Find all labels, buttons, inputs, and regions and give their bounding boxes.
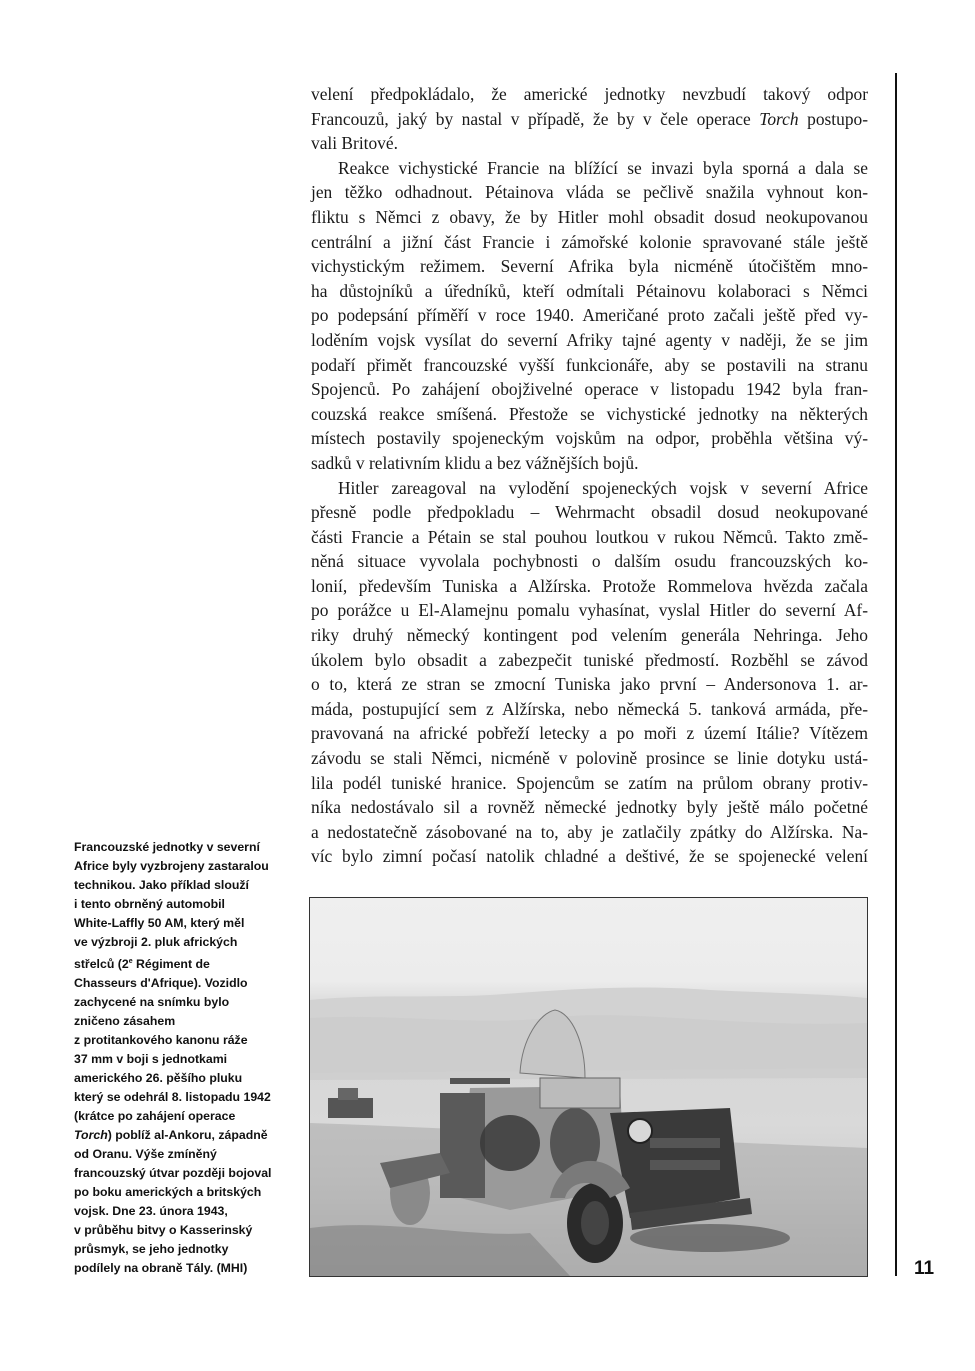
caption-line: amerického 26. pěšího pluku — [74, 1071, 243, 1085]
text-line: velení předpokládalo, že americké jednotky nevzbudí takový odpor — [311, 84, 868, 104]
text-line: víc bylo zimní počasí natolik chladné a deštivé, že se spojenecké velení — [311, 846, 868, 867]
armored-car-illustration — [310, 898, 867, 1276]
photo-armored-car — [309, 897, 868, 1277]
text-line: přesně podle předpokladu – Wehrmacht obsadil dosud neokupované — [311, 502, 868, 523]
body-text-column — [311, 82, 868, 869]
text-line: závodu se stali Němci, nicméně v polovině prosince se linie dotyku ustá- — [311, 748, 868, 769]
text-line: jen těžko odhadnout. Pétainova vláda se pečlivě snažila vyhnout kon- — [311, 182, 868, 203]
text-line: po podepsání příměří v roce 1940. Američané proto začali ještě před vy- — [311, 305, 868, 326]
caption-line: podílely na obraně Tály. (MHI) — [74, 1261, 248, 1275]
caption-line: ve výzbroji 2. pluk afrických — [74, 935, 238, 949]
text-line: a nedostatečně zásobované na to, aby je zatlačily zpátky do Alžírska. Na- — [311, 821, 868, 842]
caption-line: vojsk. Dne 23. února 1943, — [74, 1204, 228, 1218]
caption-line: průsmyk, se jeho jednotky — [74, 1242, 229, 1256]
text-line: podaří přimět francouzské vyšší funkcionáře, aby se postavili na stranu — [311, 354, 868, 375]
caption-line: technikou. Jako příklad slouží — [74, 878, 249, 892]
body-paragraph — [311, 156, 868, 476]
text-line: o to, která ze stran se zmocní Tuniska jako první – Andersonova 1. ar- — [311, 674, 868, 695]
caption-line: Torch) poblíž al-Ankoru, západně — [74, 1128, 268, 1142]
caption-line: (krátce po zahájení operace — [74, 1109, 236, 1123]
caption-line: francouzský útvar později bojoval — [74, 1166, 272, 1180]
text-line: couzská reakce smíšená. Přestože se vichystické jednotky na některých — [311, 403, 868, 424]
caption-line: z protitankového kanonu ráže — [74, 1033, 248, 1047]
text-line: vali Britové. — [311, 133, 398, 154]
text-line: sadků v relativním klidu a bez vážnějších bojů. — [311, 452, 639, 473]
caption-line: i tento obrněný automobil — [74, 897, 225, 911]
caption-line: od Oranu. Výše zmíněný — [74, 1147, 217, 1161]
page-number: 11 — [914, 1258, 935, 1279]
caption-line: zachycené na snímku bylo — [74, 995, 230, 1009]
text-line: Spojenců. Po zahájení obojživelné operace v listopadu 1942 byla fran- — [311, 379, 868, 400]
caption-line: který se odehrál 8. listopadu 1942 — [74, 1090, 271, 1104]
photo-caption — [74, 838, 294, 1278]
text-line: Hitler zareagoval na vylodění spojeneckých vojsk v severní Africe — [338, 477, 868, 498]
caption-line: zničeno zásahem — [74, 1014, 176, 1028]
caption-line: Africe byly vyzbrojeny zastaralou — [74, 859, 269, 873]
caption-line: White-Laffly 50 AM, který měl — [74, 916, 245, 930]
caption-line: střelců (2e Régiment de — [74, 957, 210, 971]
text-line: centrální a jižní část Francie i zámořské kolonie spravované stále ještě — [311, 231, 868, 252]
text-line: ha důstojníků a úředníků, kteří odmítali Pétainovu kolaboraci s Němci — [311, 280, 868, 301]
text-line: vichystickým režimem. Severní Afrika byla nicméně útočištěm mno- — [311, 256, 868, 277]
text-line: níka nedostávalo sil a rovněž německé jednotky byly ještě málo početné — [311, 797, 868, 818]
caption-line: Chasseurs d'Afrique). Vozidlo — [74, 976, 248, 990]
text-line: riky druhý německý kontingent pod velením generála Nehringa. Jeho — [311, 625, 868, 646]
body-paragraph — [311, 476, 868, 870]
text-line: pravovaná na africké pobřeží letecky a po moři z území Itálie? Vítězem — [311, 723, 868, 744]
body-paragraph — [311, 82, 868, 156]
text-line: části Francie a Pétain se stal pouhou loutkou v rukou Němců. Takto změ- — [311, 526, 868, 547]
text-line: lonií, především Tuniska a Alžírska. Protože Rommelova hvězda začala — [311, 575, 868, 596]
text-line: místech postavily spojeneckým vojskům na odpor, proběhla většina vý- — [311, 428, 868, 449]
text-line: úkolem bylo obsadit a zabezpečit tuniské předmostí. Rozběhl se závod — [311, 649, 868, 670]
text-line: máda, postupující sem z Alžírska, nebo německá 5. tanková armáda, pře- — [311, 698, 868, 719]
text-line: loděním vojsk vysílat do severní Afriky tajné agenty v naději, že se jim — [311, 329, 868, 350]
text-line: něná situace vyvolala pochybnosti o dalším osudu francouzských ko- — [311, 551, 868, 572]
text-line: lila podél tuniské hranice. Spojencům se zatím na průlom obrany protiv- — [311, 772, 868, 793]
text-line: po porážce u El-Alamejnu pomalu vyhasínat, vyslal Hitler do severní Af- — [311, 600, 868, 621]
caption-line: Francouzské jednotky v severní — [74, 840, 260, 854]
caption-line: 37 mm v boji s jednotkami — [74, 1052, 228, 1066]
text-line: fliktu s Němci z obavy, že by Hitler mohl obsadit dosud neokupovanou — [311, 206, 868, 227]
vertical-margin-rule — [895, 73, 897, 1276]
caption-line: v průběhu bitvy o Kasserinský — [74, 1223, 253, 1237]
text-line: Reakce vichystické Francie na blížící se invazi byla sporná a dala se — [338, 157, 868, 178]
caption-line: po boku amerických a britských — [74, 1185, 262, 1199]
text-line: Francouzů, jaký by nastal v případě, že by v čele operace Torch postupo- — [311, 108, 868, 129]
